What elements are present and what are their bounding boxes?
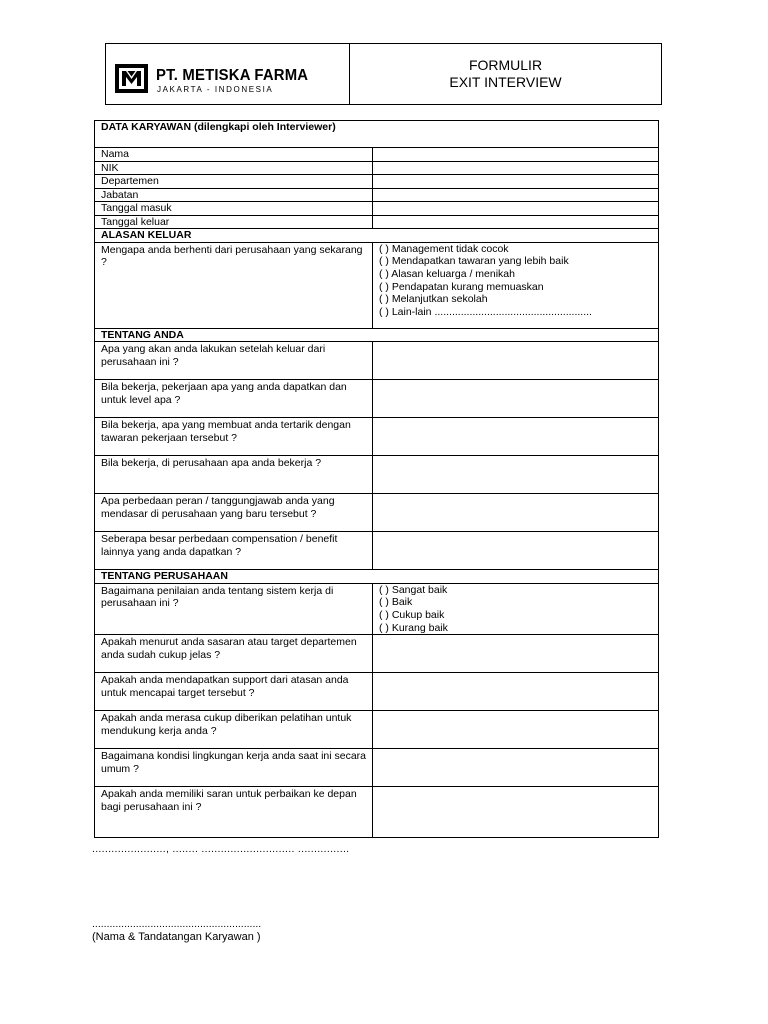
field-row	[95, 148, 659, 162]
section-heading: DATA KARYAWAN (dilengkapi oleh Interviewer)	[95, 121, 659, 148]
option-checkbox[interactable]: ( ) Cukup baik	[379, 608, 445, 621]
option-checkbox[interactable]: ( ) Baik	[379, 596, 413, 609]
field-row	[95, 175, 659, 189]
answer-field[interactable]	[373, 532, 659, 570]
question-text: Seberapa besar perbedaan compensation / benefit lainnya yang anda dapatkan ?	[95, 532, 373, 570]
field-input-departemen[interactable]	[373, 175, 659, 189]
question-text: Apa yang akan anda lakukan setelah keluar dari perusahaan ini ?	[95, 342, 373, 380]
field-label: Tanggal masuk	[95, 202, 373, 216]
signature-label: (Nama & Tandatangan Karyawan )	[92, 931, 261, 943]
signature-line: ..........................................................	[92, 918, 262, 930]
section-heading: TENTANG PERUSAHAAN	[95, 570, 659, 584]
question-text: Apakah menurut anda sasaran atau target departemen anda sudah cukup jelas ?	[95, 635, 373, 673]
question-text: Bagaimana penilaian anda tentang sistem kerja di perusahaan ini ?	[95, 583, 373, 635]
question-text: Apakah anda merasa cukup diberikan pelatihan untuk mendukung kerja anda ?	[95, 711, 373, 749]
answer-field[interactable]	[373, 380, 659, 418]
answer-field[interactable]	[373, 635, 659, 673]
question-row	[95, 635, 659, 673]
option-checkbox[interactable]: ( ) Sangat baik	[379, 583, 448, 596]
field-label: NIK	[95, 161, 373, 175]
field-input-nik[interactable]	[373, 161, 659, 175]
field-input-tanggal-keluar[interactable]	[373, 215, 659, 229]
question-text: Apakah anda mendapatkan support dari atasan anda untuk mencapai target tersebut ?	[95, 673, 373, 711]
option-checkbox[interactable]: ( ) Kurang baik	[379, 621, 448, 634]
question-row	[95, 532, 659, 570]
field-row	[95, 215, 659, 229]
question-text: Mengapa anda berhenti dari perusahaan yang sekarang ?	[95, 242, 373, 328]
answer-field[interactable]	[373, 749, 659, 787]
question-row	[95, 749, 659, 787]
question-row	[95, 787, 659, 838]
field-label: Tanggal keluar	[95, 215, 373, 229]
form-title-line-1: FORMULIR	[468, 57, 543, 73]
field-row	[95, 161, 659, 175]
option-checkbox[interactable]: ( ) Pendapatan kurang memuaskan	[379, 280, 544, 293]
field-input-nama[interactable]	[373, 148, 659, 162]
question-text: Bila bekerja, pekerjaan apa yang anda dapatkan dan untuk level apa ?	[95, 380, 373, 418]
form-header	[105, 43, 662, 105]
question-row	[95, 380, 659, 418]
question-row	[95, 711, 659, 749]
question-row	[95, 342, 659, 380]
field-label: Nama	[95, 148, 373, 162]
section-tentang-perusahaan	[95, 570, 659, 584]
option-checkbox[interactable]: ( ) Alasan keluarga / menikah	[379, 267, 515, 280]
question-text: Apakah anda memiliki saran untuk perbaikan ke depan bagi perusahaan ini ?	[95, 787, 373, 838]
answer-field[interactable]	[373, 787, 659, 838]
question-row	[95, 583, 659, 635]
section-heading: ALASAN KELUAR	[95, 229, 659, 243]
answer-field[interactable]	[373, 418, 659, 456]
field-row	[95, 188, 659, 202]
question-row	[95, 418, 659, 456]
question-row	[95, 456, 659, 494]
exit-interview-table	[94, 120, 659, 838]
question-text: Bila bekerja, di perusahaan apa anda bekerja ?	[95, 456, 373, 494]
question-text: Apa perbedaan peran / tanggungjawab anda yang mendasar di perusahaan yang baru tersebut ?	[95, 494, 373, 532]
place-date-line: ......................., ........ ............................. ................	[92, 843, 350, 855]
section-heading: TENTANG ANDA	[95, 328, 659, 342]
question-row	[95, 673, 659, 711]
form-title	[350, 44, 661, 104]
question-text: Bagaimana kondisi lingkungan kerja anda saat ini secara umum ?	[95, 749, 373, 787]
answer-field[interactable]	[373, 342, 659, 380]
question-text: Bila bekerja, apa yang membuat anda tertarik dengan tawaran pekerjaan tersebut ?	[95, 418, 373, 456]
company-logo-block	[106, 44, 350, 104]
company-name: PT. METISKA FARMA	[156, 67, 309, 84]
question-row	[95, 242, 659, 328]
answer-options	[373, 583, 659, 635]
company-location: JAKARTA - INDONESIA	[157, 85, 274, 94]
section-tentang-anda	[95, 328, 659, 342]
field-input-jabatan[interactable]	[373, 188, 659, 202]
option-checkbox[interactable]: ( ) Lain-lain ......................................................	[379, 306, 592, 319]
field-row	[95, 202, 659, 216]
option-checkbox[interactable]: ( ) Mendapatkan tawaran yang lebih baik	[379, 255, 569, 268]
option-checkbox[interactable]: ( ) Melanjutkan sekolah	[379, 293, 488, 306]
option-checkbox[interactable]: ( ) Management tidak cocok	[379, 242, 509, 255]
field-input-tanggal-masuk[interactable]	[373, 202, 659, 216]
answer-field[interactable]	[373, 711, 659, 749]
answer-options	[373, 242, 659, 328]
field-label: Departemen	[95, 175, 373, 189]
section-data-karyawan	[95, 121, 659, 148]
company-logo-icon	[115, 64, 148, 93]
answer-field[interactable]	[373, 673, 659, 711]
answer-field[interactable]	[373, 494, 659, 532]
answer-field[interactable]	[373, 456, 659, 494]
form-title-line-2: EXIT INTERVIEW	[449, 74, 562, 90]
section-alasan-keluar	[95, 229, 659, 243]
field-label: Jabatan	[95, 188, 373, 202]
question-row	[95, 494, 659, 532]
